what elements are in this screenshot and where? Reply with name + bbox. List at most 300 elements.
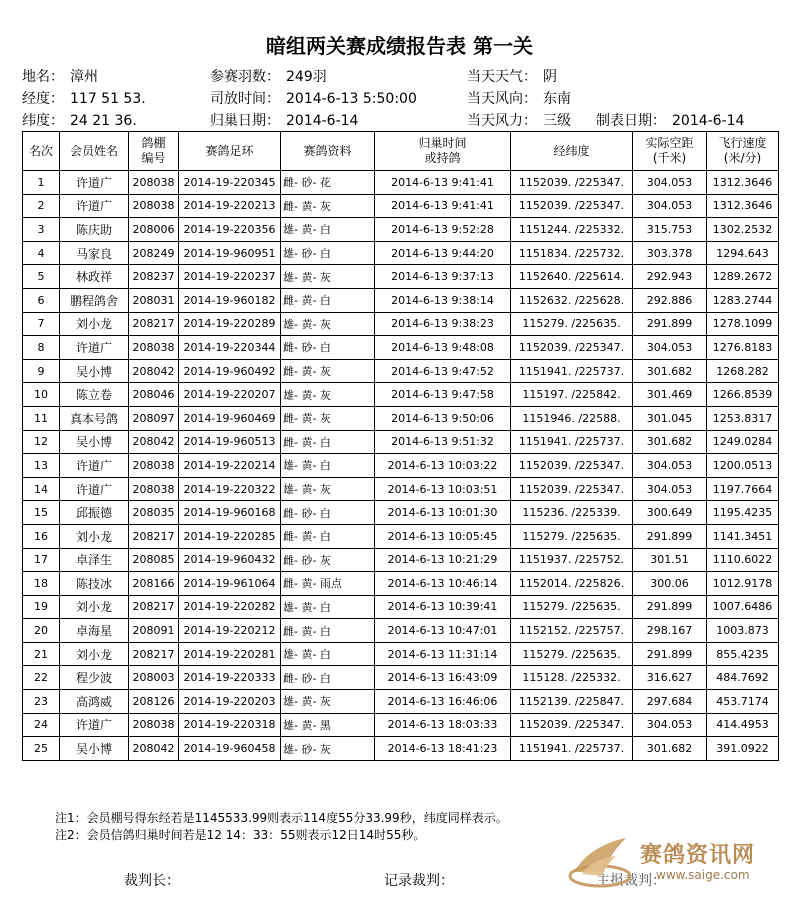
table-cell: 1152014. /225826. [511, 572, 633, 596]
info-location [22, 66, 98, 86]
table-cell: 208038 [129, 194, 179, 218]
table-cell: 雌- 黄- 白 [281, 288, 375, 312]
table-cell: 208217 [129, 312, 179, 336]
table-cell: 20 [23, 619, 60, 643]
column-header: 赛鸽足环 [179, 132, 281, 171]
column-header: 经纬度 [511, 132, 633, 171]
table-cell: 300.649 [633, 501, 707, 525]
table-cell: 2014-6-13 9:48:08 [375, 336, 511, 360]
table-cell: 208217 [129, 595, 179, 619]
table-cell: 1012.9178 [707, 572, 779, 596]
table-cell: 1312.3646 [707, 171, 779, 195]
info-value: 24 21 36. [70, 113, 137, 129]
table-cell: 2014-19-220318 [179, 713, 281, 737]
table-cell: 297.684 [633, 690, 707, 714]
table-cell: 2014-6-13 10:46:14 [375, 572, 511, 596]
table-cell: 刘小龙 [60, 524, 129, 548]
table-cell: 1110.6022 [707, 548, 779, 572]
table-cell: 林政祥 [60, 265, 129, 289]
info-label: 当天风力： [467, 113, 537, 129]
table-cell: 2014-19-960513 [179, 430, 281, 454]
table-cell: 300.06 [633, 572, 707, 596]
table-cell: 291.899 [633, 642, 707, 666]
table-cell: 24 [23, 713, 60, 737]
table-cell: 雄- 黄- 灰 [281, 690, 375, 714]
table-row [23, 312, 779, 336]
info-value: 2014-6-13 5:50:00 [286, 91, 417, 107]
table-cell: 2014-6-13 9:44:20 [375, 241, 511, 265]
table-cell: 雄- 黄- 灰 [281, 383, 375, 407]
signature-recorder: 记录裁判： [384, 873, 454, 889]
table-cell: 291.899 [633, 524, 707, 548]
table-cell: 11 [23, 406, 60, 430]
table-cell: 2014-19-960458 [179, 737, 281, 761]
table-cell: 陈庆助 [60, 218, 129, 242]
report-title: 暗组两关赛成绩报告表 第一关 [266, 34, 533, 58]
table-cell: 855.4235 [707, 642, 779, 666]
table-cell: 许道广 [60, 454, 129, 478]
table-row [23, 501, 779, 525]
table-cell: 12 [23, 430, 60, 454]
table-cell: 雌- 黄- 白 [281, 524, 375, 548]
table-cell: 208091 [129, 619, 179, 643]
table-cell: 刘小龙 [60, 642, 129, 666]
table-cell: 15 [23, 501, 60, 525]
table-cell: 1152039. /225347. [511, 336, 633, 360]
table-cell: 208126 [129, 690, 179, 714]
table-cell: 1197.7664 [707, 477, 779, 501]
table-cell: 208038 [129, 713, 179, 737]
table-row [23, 666, 779, 690]
table-cell: 2014-19-220213 [179, 194, 281, 218]
table-cell: 1141.3451 [707, 524, 779, 548]
table-cell: 316.627 [633, 666, 707, 690]
table-cell: 2014-6-13 9:41:41 [375, 171, 511, 195]
table-cell: 雌- 砂- 灰 [281, 548, 375, 572]
watermark-logo [560, 832, 790, 892]
table-cell: 208237 [129, 265, 179, 289]
table-cell: 2014-6-13 11:31:14 [375, 642, 511, 666]
info-label: 当天天气： [467, 69, 537, 85]
table-cell: 16 [23, 524, 60, 548]
column-header: 鸽棚 编号 [129, 132, 179, 171]
table-cell: 17 [23, 548, 60, 572]
table-cell: 10 [23, 383, 60, 407]
table-cell: 1294.643 [707, 241, 779, 265]
table-cell: 2014-19-220214 [179, 454, 281, 478]
table-cell: 414.4953 [707, 713, 779, 737]
table-cell: 2014-19-220207 [179, 383, 281, 407]
table-cell: 2014-19-220237 [179, 265, 281, 289]
info-value: 117 51 53. [70, 91, 146, 107]
table-cell: 2014-6-13 9:51:32 [375, 430, 511, 454]
table-cell: 2014-19-220333 [179, 666, 281, 690]
info-label: 当天风向： [467, 91, 537, 107]
info-latitude [22, 110, 137, 130]
table-cell: 208038 [129, 477, 179, 501]
table-cell: 2014-6-13 9:50:06 [375, 406, 511, 430]
table-cell: 1 [23, 171, 60, 195]
table-cell: 2014-19-961064 [179, 572, 281, 596]
table-cell: 298.167 [633, 619, 707, 643]
table-cell: 2014-6-13 9:38:23 [375, 312, 511, 336]
signature-chief: 裁判长： [124, 873, 180, 889]
table-cell: 22 [23, 666, 60, 690]
table-cell: 雌- 砂- 白 [281, 501, 375, 525]
table-cell: 雄- 黄- 灰 [281, 265, 375, 289]
results-table [22, 131, 779, 761]
table-cell: 2014-19-960432 [179, 548, 281, 572]
table-cell: 雄- 黄- 白 [281, 454, 375, 478]
table-row [23, 265, 779, 289]
table-cell: 卓海星 [60, 619, 129, 643]
table-row [23, 548, 779, 572]
column-header: 名次 [23, 132, 60, 171]
table-cell: 雄- 黄- 灰 [281, 477, 375, 501]
table-cell: 刘小龙 [60, 312, 129, 336]
table-cell: 1151244. /225332. [511, 218, 633, 242]
info-wind-direction [467, 88, 571, 108]
table-cell: 1152039. /225347. [511, 713, 633, 737]
table-cell: 1268.282 [707, 359, 779, 383]
note-2: 注2：会员信鸽归巢时间若是12 14：33：55则表示12日14时55秒。 [55, 828, 426, 842]
table-cell: 1283.2744 [707, 288, 779, 312]
watermark-text: 赛鸽资讯网 [640, 843, 756, 868]
table-cell: 304.053 [633, 171, 707, 195]
table-cell: 301.682 [633, 737, 707, 761]
table-cell: 许道广 [60, 171, 129, 195]
table-cell: 1266.8539 [707, 383, 779, 407]
info-made-date [596, 110, 744, 130]
table-cell: 1249.0284 [707, 430, 779, 454]
table-cell: 1007.6486 [707, 595, 779, 619]
table-cell: 2014-6-13 10:21:29 [375, 548, 511, 572]
table-cell: 2014-6-13 10:39:41 [375, 595, 511, 619]
table-cell: 邱振德 [60, 501, 129, 525]
table-cell: 208249 [129, 241, 179, 265]
info-count [210, 66, 327, 86]
column-header: 赛鸽资料 [281, 132, 375, 171]
table-cell: 2014-6-13 9:37:13 [375, 265, 511, 289]
table-cell: 1278.1099 [707, 312, 779, 336]
table-cell: 马家良 [60, 241, 129, 265]
table-cell: 刘小龙 [60, 595, 129, 619]
table-cell: 301.469 [633, 383, 707, 407]
table-cell: 1151946. /22588. [511, 406, 633, 430]
table-cell: 雌- 黄- 雨点 [281, 572, 375, 596]
table-cell: 2014-19-220356 [179, 218, 281, 242]
table-cell: 315.753 [633, 218, 707, 242]
table-cell: 292.943 [633, 265, 707, 289]
table-row [23, 171, 779, 195]
table-cell: 高鸿威 [60, 690, 129, 714]
table-row [23, 241, 779, 265]
table-header [23, 132, 779, 171]
table-cell: 2014-19-960182 [179, 288, 281, 312]
info-label: 司放时间： [210, 91, 280, 107]
table-cell: 雄- 黄- 灰 [281, 312, 375, 336]
table-cell: 2014-6-13 16:46:06 [375, 690, 511, 714]
table-cell: 雌- 黄- 灰 [281, 359, 375, 383]
table-cell: 雄- 砂- 灰 [281, 737, 375, 761]
table-cell: 2014-19-220281 [179, 642, 281, 666]
table-body [23, 171, 779, 761]
table-cell: 2014-19-960469 [179, 406, 281, 430]
table-cell: 208031 [129, 288, 179, 312]
table-row [23, 194, 779, 218]
table-cell: 1152039. /225347. [511, 477, 633, 501]
info-value: 249羽 [286, 69, 327, 85]
info-weather [467, 66, 557, 86]
table-row [23, 524, 779, 548]
table-cell: 陈立卷 [60, 383, 129, 407]
table-cell: 3 [23, 218, 60, 242]
table-cell: 115279. /225635. [511, 524, 633, 548]
table-cell: 2014-6-13 10:47:01 [375, 619, 511, 643]
table-cell: 291.899 [633, 595, 707, 619]
table-cell: 304.053 [633, 336, 707, 360]
watermark-url: www.saige.com [656, 868, 750, 882]
table-cell: 2014-6-13 9:38:14 [375, 288, 511, 312]
table-cell: 208006 [129, 218, 179, 242]
table-cell: 303.378 [633, 241, 707, 265]
table-cell: 208038 [129, 336, 179, 360]
table-row [23, 288, 779, 312]
table-cell: 雄- 黄- 白 [281, 595, 375, 619]
table-cell: 2014-19-960951 [179, 241, 281, 265]
table-cell: 1276.8183 [707, 336, 779, 360]
table-cell: 208035 [129, 501, 179, 525]
table-cell: 23 [23, 690, 60, 714]
table-cell: 1152139. /225847. [511, 690, 633, 714]
table-cell: 304.053 [633, 713, 707, 737]
table-cell: 雌- 黄- 白 [281, 619, 375, 643]
table-cell: 208046 [129, 383, 179, 407]
table-cell: 雌- 砂- 白 [281, 666, 375, 690]
table-cell: 雌- 黄- 灰 [281, 406, 375, 430]
table-row [23, 454, 779, 478]
signature-third: 主报裁判： [596, 873, 666, 889]
info-label: 参赛羽数： [210, 69, 280, 85]
table-cell: 2014-19-960492 [179, 359, 281, 383]
table-cell: 1195.4235 [707, 501, 779, 525]
info-label: 地名： [22, 69, 64, 85]
table-cell: 5 [23, 265, 60, 289]
table-cell: 雌- 黄- 白 [281, 430, 375, 454]
table-cell: 1152039. /225347. [511, 194, 633, 218]
info-value: 阴 [543, 69, 557, 85]
table-cell: 1151941. /225737. [511, 359, 633, 383]
info-value: 2014-6-14 [672, 113, 745, 129]
table-cell: 115279. /225635. [511, 312, 633, 336]
column-header: 归巢时间 或持鸽 [375, 132, 511, 171]
table-cell: 2014-6-13 10:03:22 [375, 454, 511, 478]
table-cell: 301.682 [633, 359, 707, 383]
table-cell: 7 [23, 312, 60, 336]
table-cell: 2014-19-220203 [179, 690, 281, 714]
table-cell: 许道广 [60, 194, 129, 218]
table-cell: 许道广 [60, 713, 129, 737]
table-cell: 2014-6-13 18:03:33 [375, 713, 511, 737]
info-label: 制表日期： [596, 113, 666, 129]
table-cell: 吴小博 [60, 430, 129, 454]
info-label: 归巢日期： [210, 113, 280, 129]
table-cell: 1289.2672 [707, 265, 779, 289]
table-cell: 1151941. /225737. [511, 737, 633, 761]
table-cell: 115128. /225332. [511, 666, 633, 690]
table-cell: 208003 [129, 666, 179, 690]
info-value: 东南 [543, 91, 571, 107]
table-cell: 208217 [129, 524, 179, 548]
table-row [23, 218, 779, 242]
table-cell: 115279. /225635. [511, 642, 633, 666]
table-cell: 208217 [129, 642, 179, 666]
table-cell: 291.899 [633, 312, 707, 336]
table-cell: 吴小博 [60, 359, 129, 383]
table-cell: 卓泽生 [60, 548, 129, 572]
table-cell: 1302.2532 [707, 218, 779, 242]
table-cell: 9 [23, 359, 60, 383]
table-cell: 1253.8317 [707, 406, 779, 430]
table-cell: 208042 [129, 737, 179, 761]
table-cell: 2014-19-960168 [179, 501, 281, 525]
table-cell: 208042 [129, 430, 179, 454]
table-cell: 1312.3646 [707, 194, 779, 218]
column-header: 飞行速度 (米/分) [707, 132, 779, 171]
info-return-date [210, 110, 358, 130]
table-cell: 2014-19-220322 [179, 477, 281, 501]
table-row [23, 336, 779, 360]
table-cell: 程少波 [60, 666, 129, 690]
table-cell: 208042 [129, 359, 179, 383]
table-cell: 2014-19-220289 [179, 312, 281, 336]
table-cell: 雌- 黄- 灰 [281, 194, 375, 218]
table-cell: 2014-6-13 10:05:45 [375, 524, 511, 548]
table-cell: 208085 [129, 548, 179, 572]
table-cell: 25 [23, 737, 60, 761]
table-cell: 6 [23, 288, 60, 312]
info-label: 纬度： [22, 113, 64, 129]
table-cell: 许道广 [60, 477, 129, 501]
column-header: 实际空距 (千米) [633, 132, 707, 171]
table-cell: 2014-19-220345 [179, 171, 281, 195]
table-cell: 2014-6-13 18:41:23 [375, 737, 511, 761]
table-cell: 1152640. /225614. [511, 265, 633, 289]
table-cell: 雄- 砂- 白 [281, 241, 375, 265]
table-row [23, 737, 779, 761]
table-cell: 1003.873 [707, 619, 779, 643]
table-cell: 2014-6-13 16:43:09 [375, 666, 511, 690]
table-cell: 115279. /225635. [511, 595, 633, 619]
info-value: 2014-6-14 [286, 113, 359, 129]
table-cell: 1152039. /225347. [511, 454, 633, 478]
table-cell: 304.053 [633, 454, 707, 478]
table-cell: 雄- 黄- 白 [281, 642, 375, 666]
table-cell: 14 [23, 477, 60, 501]
table-cell: 1151834. /225732. [511, 241, 633, 265]
info-value: 漳州 [70, 69, 98, 85]
table-cell: 292.886 [633, 288, 707, 312]
table-cell: 301.682 [633, 430, 707, 454]
table-cell: 1152039. /225347. [511, 171, 633, 195]
table-row [23, 690, 779, 714]
table-row [23, 595, 779, 619]
table-cell: 2014-6-13 9:47:58 [375, 383, 511, 407]
table-cell: 雌- 砂- 花 [281, 171, 375, 195]
table-cell: 301.51 [633, 548, 707, 572]
info-value: 三级 [543, 113, 571, 129]
table-cell: 21 [23, 642, 60, 666]
table-cell: 484.7692 [707, 666, 779, 690]
table-cell: 1151937. /225752. [511, 548, 633, 572]
table-cell: 雌- 砂- 白 [281, 336, 375, 360]
table-row [23, 713, 779, 737]
table-cell: 吴小博 [60, 737, 129, 761]
note-1: 注1：会员棚号得东经若是1145533.99则表示114度55分33.99秒，纬度同样表示。 [55, 811, 508, 825]
table-cell: 许道广 [60, 336, 129, 360]
table-cell: 13 [23, 454, 60, 478]
table-cell: 陈技冰 [60, 572, 129, 596]
table-cell: 301.045 [633, 406, 707, 430]
table-cell: 2014-19-220285 [179, 524, 281, 548]
table-row [23, 642, 779, 666]
table-row [23, 406, 779, 430]
table-cell: 19 [23, 595, 60, 619]
info-release [210, 88, 417, 108]
table-cell: 208166 [129, 572, 179, 596]
table-row [23, 477, 779, 501]
table-cell: 2014-6-13 9:41:41 [375, 194, 511, 218]
table-cell: 304.053 [633, 477, 707, 501]
table-cell: 8 [23, 336, 60, 360]
pigeon-logo-icon [560, 832, 640, 892]
table-cell: 真本号鸽 [60, 406, 129, 430]
table-cell: 115197. /225842. [511, 383, 633, 407]
table-row [23, 359, 779, 383]
table-cell: 115236. /225339. [511, 501, 633, 525]
table-row [23, 619, 779, 643]
table-cell: 2014-6-13 9:47:52 [375, 359, 511, 383]
table-cell: 18 [23, 572, 60, 596]
table-cell: 1200.0513 [707, 454, 779, 478]
table-cell: 2014-19-220344 [179, 336, 281, 360]
table-cell: 1151941. /225737. [511, 430, 633, 454]
table-cell: 2014-6-13 10:01:30 [375, 501, 511, 525]
table-cell: 391.0922 [707, 737, 779, 761]
table-cell: 4 [23, 241, 60, 265]
table-cell: 2014-6-13 9:52:28 [375, 218, 511, 242]
table-cell: 208038 [129, 454, 179, 478]
table-cell: 鹏程鸽舍 [60, 288, 129, 312]
header-row [23, 132, 779, 171]
table-cell: 208097 [129, 406, 179, 430]
info-longitude [22, 88, 146, 108]
table-cell: 2014-19-220282 [179, 595, 281, 619]
table-cell: 2014-6-13 10:03:51 [375, 477, 511, 501]
table-row [23, 383, 779, 407]
table-cell: 2 [23, 194, 60, 218]
table-cell: 208038 [129, 171, 179, 195]
table-cell: 雄- 黄- 白 [281, 218, 375, 242]
table-cell: 304.053 [633, 194, 707, 218]
table-cell: 雄- 黄- 黑 [281, 713, 375, 737]
table-cell: 2014-19-220212 [179, 619, 281, 643]
table-row [23, 572, 779, 596]
table-row [23, 430, 779, 454]
column-header: 会员姓名 [60, 132, 129, 171]
info-wind-force [467, 110, 571, 130]
table-cell: 1152152. /225757. [511, 619, 633, 643]
